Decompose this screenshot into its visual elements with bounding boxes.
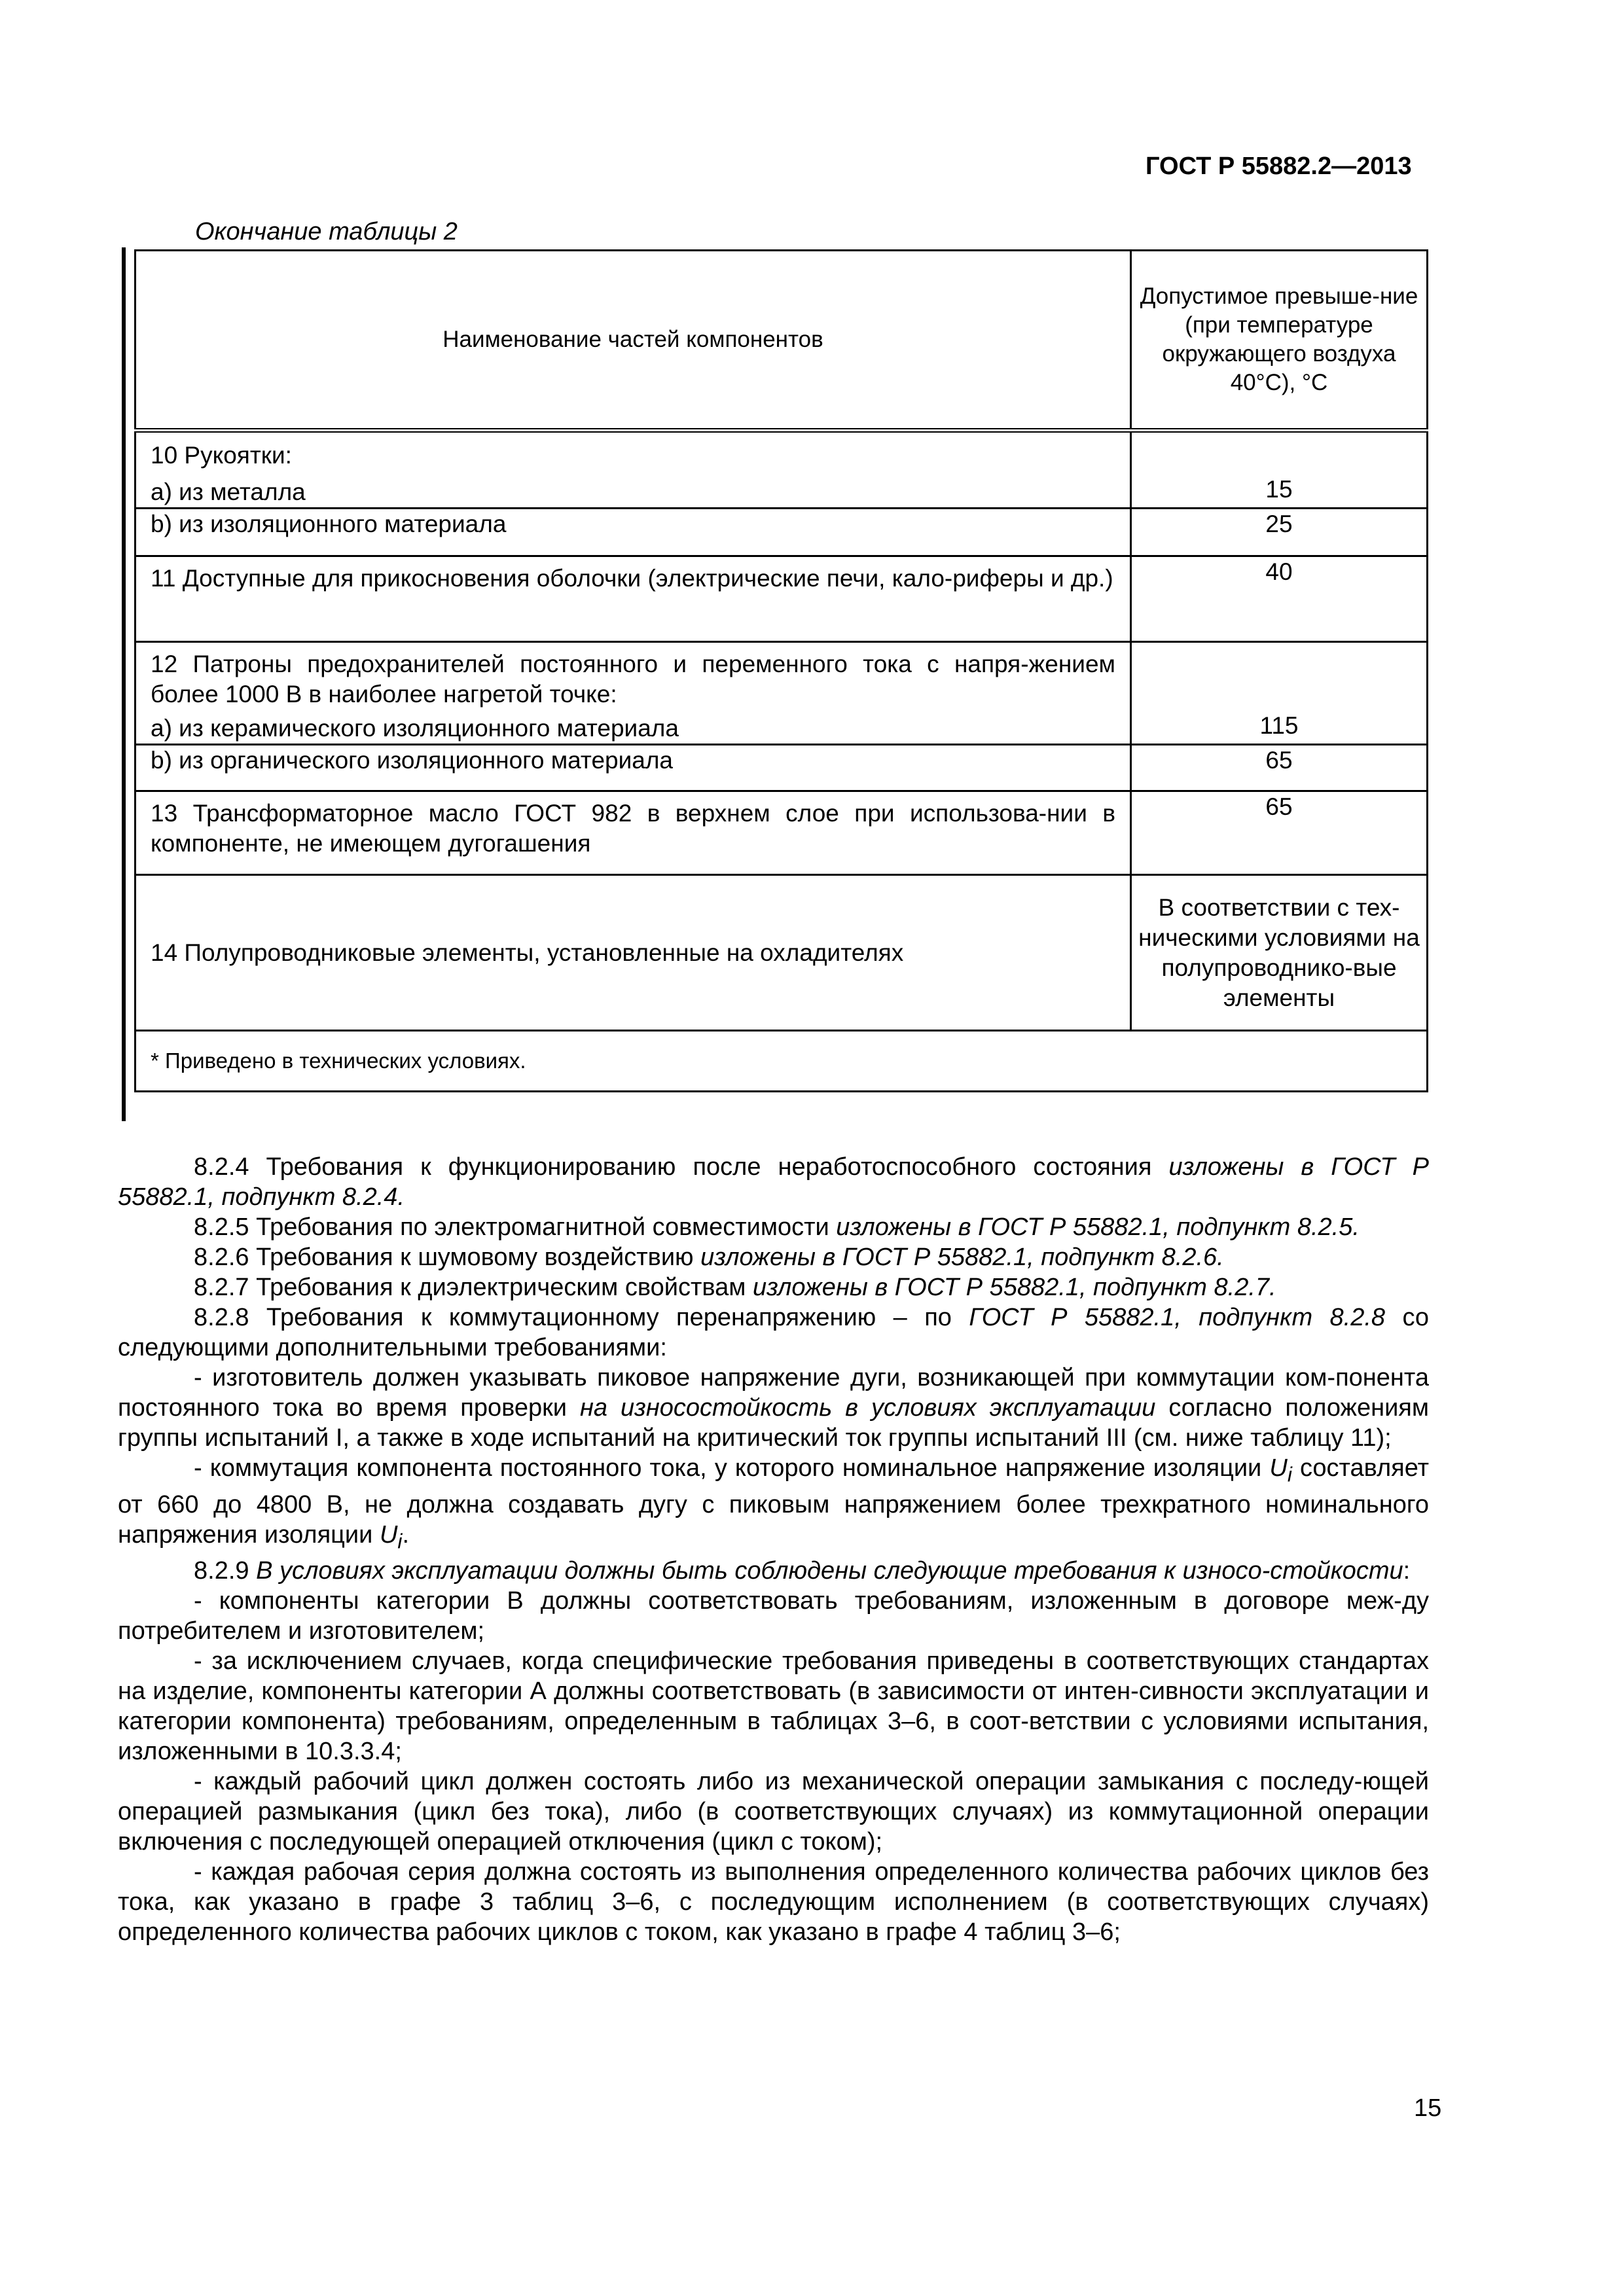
row-label: а) из металла	[151, 478, 306, 505]
page-number: 15	[1414, 2094, 1442, 2122]
subscript: i	[397, 1529, 403, 1553]
revision-bar-left	[122, 247, 126, 1121]
text: - коммутация компонента постоянного тока, у которого номинальное напряжение изоляции	[194, 1454, 1270, 1482]
table-row	[135, 431, 1428, 509]
emphasis: на износостойкость в условиях эксплуатации	[580, 1394, 1156, 1422]
text: :	[1403, 1557, 1411, 1585]
text: 8.2.6 Требования к шумовому воздействию	[194, 1244, 701, 1271]
row-label: b) из органического изоляционного материала	[135, 745, 1131, 791]
list-item: - за исключением случаев, когда специфические требования приведены в соответствующих стандартах на изделие, компоненты категории А должны соответствовать (в зависимости от интен-сивности эксплуатации и категории компонента) требованиям, определенным в таблицах 3–6, в соот-ветствии с условиями испытания, изложенными в 10.3.3.4;	[118, 1647, 1429, 1766]
text: 8.2.4 Требования к функционированию после неработоспособного состояния	[194, 1153, 1169, 1181]
header-component-parts: Наименование частей компонентов	[135, 251, 1131, 431]
table-row	[135, 875, 1428, 1031]
text: .	[402, 1520, 409, 1549]
table-footnote: * Приведено в технических условиях.	[135, 1031, 1428, 1092]
paragraph-8-2-8	[118, 1302, 1429, 1363]
list-item	[118, 1453, 1429, 1556]
table-caption: Окончание таблицы 2	[195, 218, 458, 245]
row-label: 10 Рукоятки:	[151, 442, 292, 469]
list-item	[118, 1363, 1429, 1453]
paragraph-8-2-9	[118, 1556, 1429, 1586]
text: со следующими дополнительными требованиями:	[118, 1304, 1430, 1361]
reference: изложены в ГОСТ Р 55882.1, подпункт 8.2.7.	[752, 1274, 1276, 1301]
row-label: 12 Патроны предохранителей постоянного и переменного тока с напря-жением более 1000 В в наиболее нагретой точке:	[151, 651, 1115, 708]
text: - изготовитель должен указывать пиковое напряжение дуги, возникающей при коммутации ком-понента постоянного тока во время проверки	[118, 1364, 1429, 1422]
paragraph-8-2-4	[118, 1152, 1429, 1212]
row-value: 65	[1130, 745, 1427, 791]
table-row	[135, 745, 1428, 791]
row-value: 25	[1130, 509, 1427, 556]
paragraph-8-2-5	[118, 1212, 1429, 1242]
table-row	[135, 642, 1428, 745]
symbol: U	[1269, 1454, 1288, 1482]
paragraph-8-2-6	[118, 1242, 1429, 1272]
paragraph-8-2-7	[118, 1272, 1429, 1302]
temperature-table	[134, 249, 1428, 1092]
text: 8.2.5 Требования по электромагнитной совместимости	[194, 1213, 837, 1241]
text: согласно положениям группы испытаний I, а также в ходе испытаний на критический ток группы испытаний III (см. ниже таблицу 11);	[118, 1394, 1429, 1452]
emphasis: В условиях эксплуатации должны быть соблюдены следующие требования к износо-стойкости	[256, 1557, 1403, 1585]
subscript: i	[1287, 1462, 1292, 1486]
row-label: 11 Доступные для прикосновения оболочки (электрические печи, кало-риферы и др.)	[135, 556, 1131, 642]
reference: изложены в ГОСТ Р 55882.1, подпункт 8.2.6.	[700, 1244, 1224, 1271]
row-value: 65	[1130, 791, 1427, 875]
row-name	[135, 431, 1131, 509]
row-value: 40	[1130, 556, 1427, 642]
row-label: а) из керамического изоляционного материала	[151, 715, 679, 742]
table-header-row	[135, 251, 1428, 431]
list-item: - каждый рабочий цикл должен состоять либо из механической операции замыкания с последу-ющей операцией размыкания (цикл без тока), либо (в соответствующих случаях) из коммутационной операции включения с последующей операцией отключения (цикл с током);	[118, 1768, 1429, 1856]
text: 8.2.9	[194, 1557, 257, 1585]
row-value: 15	[1130, 431, 1427, 509]
symbol: U	[379, 1520, 398, 1549]
row-value: 115	[1130, 642, 1427, 745]
table-footnote-row	[135, 1031, 1428, 1092]
symbol-ui	[379, 1520, 403, 1553]
body-text	[118, 1152, 1429, 1947]
row-label: 14 Полупроводниковые элементы, установленные на охладителях	[135, 875, 1131, 1031]
text: составляет от 660 до 4800 В, не должна создавать дугу с пиковым напряжением более трехкратного номинального напряжения изоляции	[118, 1454, 1429, 1549]
row-label: 13 Трансформаторное масло ГОСТ 982 в верхнем слое при использова-нии в компоненте, не имеющем дугогашения	[135, 791, 1131, 875]
list-item: - компоненты категории В должны соответствовать требованиям, изложенным в договоре меж-ду потребителем и изготовителем;	[118, 1587, 1429, 1645]
row-label: b) из изоляционного материала	[135, 509, 1131, 556]
text: 8.2.8 Требования к коммутационному перенапряжению – по	[194, 1304, 969, 1331]
reference: ГОСТ Р 55882.1, подпункт 8.2.8	[969, 1304, 1386, 1331]
document-header: ГОСТ Р 55882.2—2013	[1146, 152, 1412, 180]
row-name	[135, 642, 1131, 745]
table-row	[135, 509, 1428, 556]
table-row	[135, 791, 1428, 875]
list-item: - каждая рабочая серия должна состоять из выполнения определенного количества рабочих циклов без тока, как указано в графе 3 таблиц 3–6, с последующим исполнением (в соответствующих случаях) определенного количества рабочих циклов с током, как указано в графе 4 таблиц 3–6;	[118, 1858, 1429, 1946]
reference: изложены в ГОСТ Р 55882.1, подпункт 8.2.5.	[836, 1213, 1360, 1241]
symbol-ui	[1269, 1454, 1292, 1486]
header-allowed-excess: Допустимое превыше-ние (при температуре окружающего воздуха 40°С), °С	[1130, 251, 1427, 431]
table-row	[135, 556, 1428, 642]
text: 8.2.7 Требования к диэлектрическим свойствам	[194, 1274, 753, 1301]
row-value: В соответствии с тех-ническими условиями на полупроводнико-вые элементы	[1130, 875, 1427, 1031]
reference: изложены в ГОСТ Р 55882.1, подпункт 8.2.4.	[118, 1153, 1429, 1211]
